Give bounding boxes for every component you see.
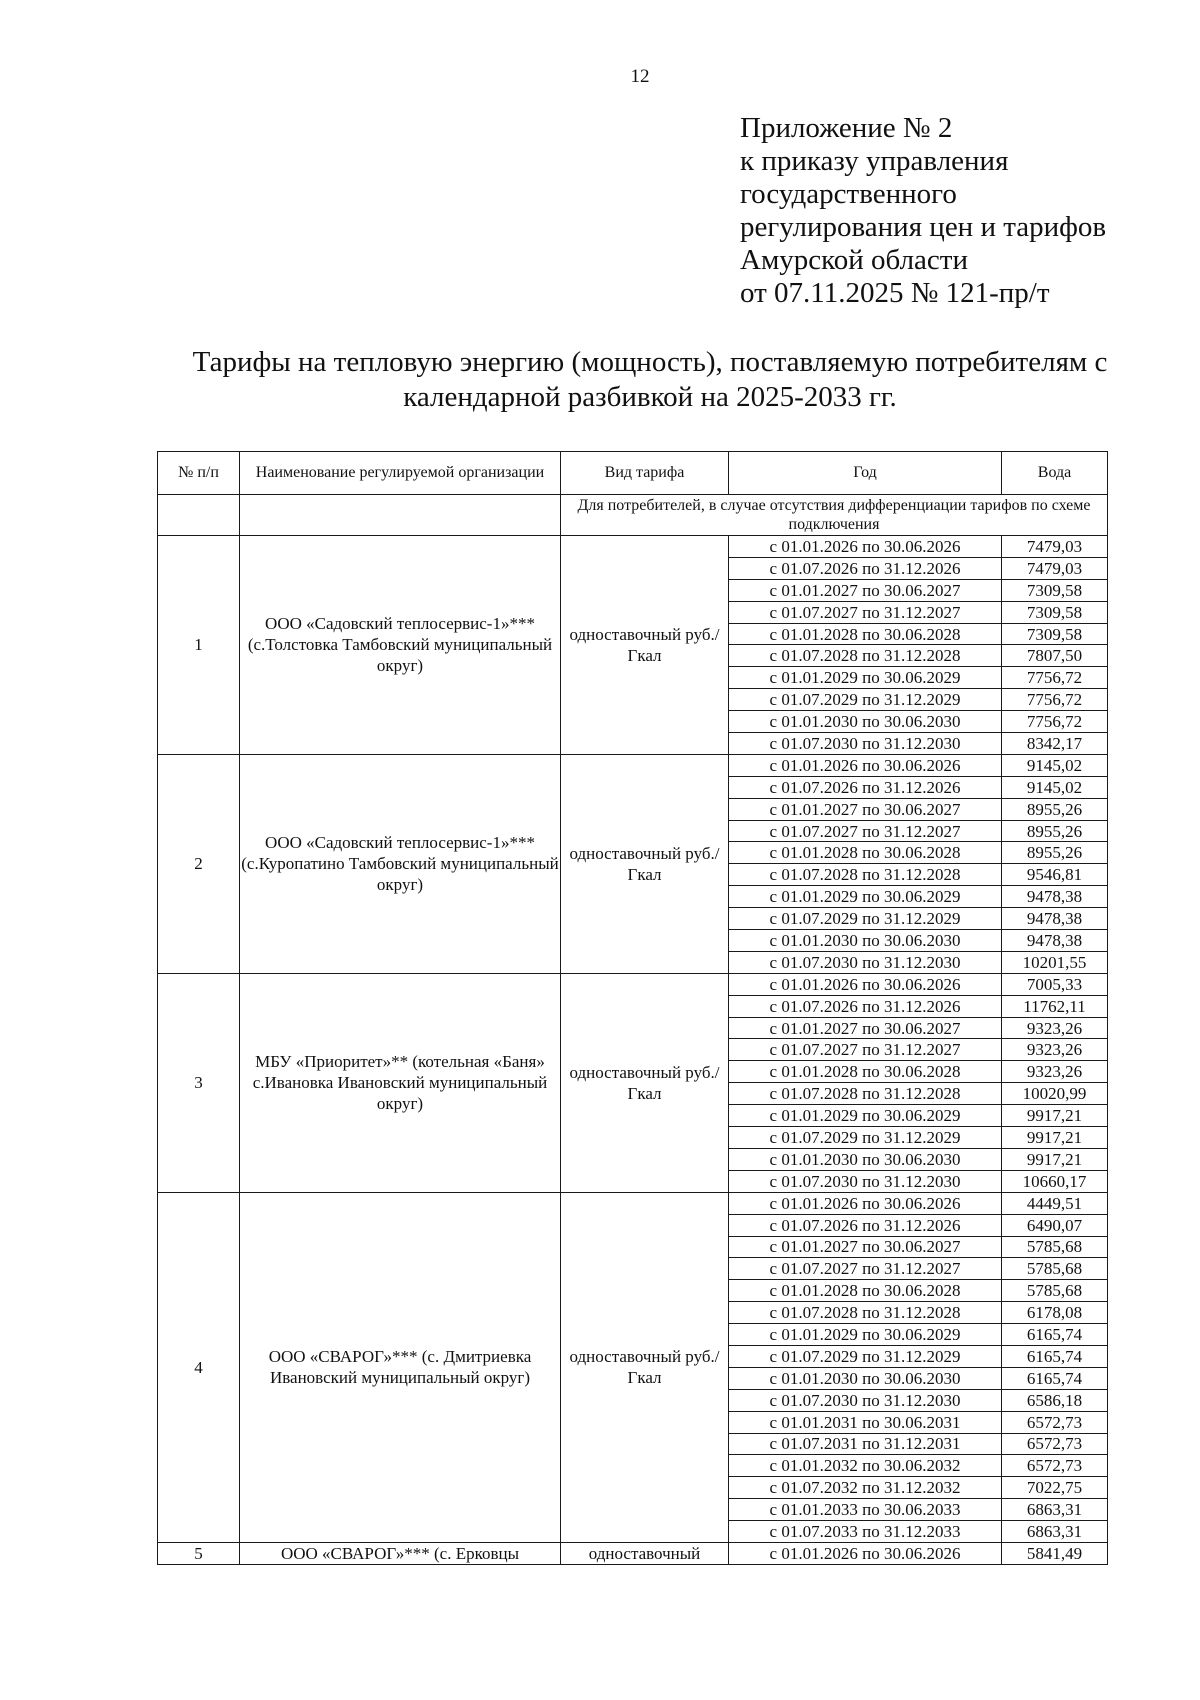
subheader-empty: [240, 495, 561, 536]
period-cell: с 01.01.2032 по 30.06.2032: [729, 1455, 1002, 1477]
row-number-cell: 3: [158, 973, 240, 1192]
water-value-cell: 6490,07: [1002, 1214, 1108, 1236]
water-value-cell: 5785,68: [1002, 1236, 1108, 1258]
water-value-cell: 6572,73: [1002, 1411, 1108, 1433]
period-cell: с 01.01.2028 по 30.06.2028: [729, 623, 1002, 645]
water-value-cell: 9323,26: [1002, 1061, 1108, 1083]
period-cell: с 01.07.2030 по 31.12.2030: [729, 951, 1002, 973]
water-value-cell: 6863,31: [1002, 1499, 1108, 1521]
period-cell: с 01.01.2026 по 30.06.2026: [729, 1542, 1002, 1564]
water-value-cell: 10660,17: [1002, 1170, 1108, 1192]
water-value-cell: 10201,55: [1002, 951, 1108, 973]
row-number-cell: 5: [158, 1542, 240, 1564]
period-cell: с 01.01.2026 по 30.06.2026: [729, 754, 1002, 776]
water-value-cell: 8955,26: [1002, 798, 1108, 820]
tariff-type-cell: одноставочный: [561, 1542, 729, 1564]
water-value-cell: 9478,38: [1002, 886, 1108, 908]
period-cell: с 01.01.2029 по 30.06.2029: [729, 1105, 1002, 1127]
period-cell: с 01.07.2030 по 31.12.2030: [729, 1389, 1002, 1411]
row-number-cell: 4: [158, 1192, 240, 1542]
title-line-2: календарной разбивкой на 2025-2033 гг.: [403, 381, 897, 413]
water-value-cell: 8955,26: [1002, 820, 1108, 842]
water-value-cell: 9917,21: [1002, 1127, 1108, 1149]
organization-cell: МБУ «Приоритет»** (котельная «Баня» с.Ивановка Ивановский муниципальный округ): [240, 973, 561, 1192]
table-row: [158, 754, 1108, 776]
appendix-line: Амурской области: [740, 244, 968, 276]
water-value-cell: 6572,73: [1002, 1455, 1108, 1477]
period-cell: с 01.07.2028 по 31.12.2028: [729, 1083, 1002, 1105]
tariff-type-cell: одноставочный руб./Гкал: [561, 536, 729, 755]
water-value-cell: 9145,02: [1002, 776, 1108, 798]
period-cell: с 01.01.2027 по 30.06.2027: [729, 579, 1002, 601]
period-cell: с 01.07.2029 по 31.12.2029: [729, 689, 1002, 711]
period-cell: с 01.01.2029 по 30.06.2029: [729, 667, 1002, 689]
period-cell: с 01.01.2026 по 30.06.2026: [729, 536, 1002, 558]
water-value-cell: 6863,31: [1002, 1521, 1108, 1543]
water-value-cell: 7756,72: [1002, 667, 1108, 689]
header-org: Наименование регулируемой организации: [240, 452, 561, 495]
appendix-line: Приложение № 2: [740, 112, 953, 144]
period-cell: с 01.01.2027 по 30.06.2027: [729, 1236, 1002, 1258]
period-cell: с 01.01.2026 по 30.06.2026: [729, 1192, 1002, 1214]
table-header-row: [158, 452, 1108, 495]
water-value-cell: 7479,03: [1002, 557, 1108, 579]
water-value-cell: 11762,11: [1002, 995, 1108, 1017]
period-cell: с 01.07.2027 по 31.12.2027: [729, 601, 1002, 623]
period-cell: с 01.07.2030 по 31.12.2030: [729, 733, 1002, 755]
period-cell: с 01.07.2027 по 31.12.2027: [729, 820, 1002, 842]
period-cell: с 01.01.2030 по 30.06.2030: [729, 711, 1002, 733]
appendix-line: регулирования цен и тарифов: [740, 211, 1107, 243]
water-value-cell: 7022,75: [1002, 1477, 1108, 1499]
header-water: Вода: [1002, 452, 1108, 495]
table-subheader-row: [158, 495, 1108, 536]
header-num: № п/п: [158, 452, 240, 495]
period-cell: с 01.07.2029 по 31.12.2029: [729, 908, 1002, 930]
water-value-cell: 9323,26: [1002, 1017, 1108, 1039]
period-cell: с 01.07.2032 по 31.12.2032: [729, 1477, 1002, 1499]
water-value-cell: 9478,38: [1002, 908, 1108, 930]
table-row: [158, 1192, 1108, 1214]
period-cell: с 01.07.2033 по 31.12.2033: [729, 1521, 1002, 1543]
row-number-cell: 1: [158, 536, 240, 755]
period-cell: с 01.01.2027 по 30.06.2027: [729, 1017, 1002, 1039]
header-tariff-type: Вид тарифа: [561, 452, 729, 495]
period-cell: с 01.01.2028 по 30.06.2028: [729, 842, 1002, 864]
period-cell: с 01.07.2026 по 31.12.2026: [729, 776, 1002, 798]
period-cell: с 01.01.2026 по 30.06.2026: [729, 973, 1002, 995]
water-value-cell: 8955,26: [1002, 842, 1108, 864]
organization-cell: ООО «СВАРОГ»*** (с. Дмитриевка Ивановский муниципальный округ): [240, 1192, 561, 1542]
water-value-cell: 7479,03: [1002, 536, 1108, 558]
water-value-cell: 9478,38: [1002, 930, 1108, 952]
period-cell: с 01.07.2027 по 31.12.2027: [729, 1258, 1002, 1280]
tariff-type-cell: одноставочный руб./Гкал: [561, 973, 729, 1192]
water-value-cell: 9145,02: [1002, 754, 1108, 776]
water-value-cell: 6165,74: [1002, 1345, 1108, 1367]
period-cell: с 01.07.2031 по 31.12.2031: [729, 1433, 1002, 1455]
water-value-cell: 5785,68: [1002, 1258, 1108, 1280]
period-cell: с 01.01.2031 по 30.06.2031: [729, 1411, 1002, 1433]
period-cell: с 01.07.2027 по 31.12.2027: [729, 1039, 1002, 1061]
water-value-cell: 7309,58: [1002, 601, 1108, 623]
water-value-cell: 9917,21: [1002, 1105, 1108, 1127]
organization-cell: ООО «Садовский теплосервис-1»*** (с.Куропатино Тамбовский муниципальный округ): [240, 754, 561, 973]
header-year: Год: [729, 452, 1002, 495]
water-value-cell: 7756,72: [1002, 711, 1108, 733]
water-value-cell: 5785,68: [1002, 1280, 1108, 1302]
tariff-type-cell: одноставочный руб./Гкал: [561, 1192, 729, 1542]
period-cell: с 01.07.2029 по 31.12.2029: [729, 1127, 1002, 1149]
table-row: [158, 536, 1108, 558]
period-cell: с 01.01.2033 по 30.06.2033: [729, 1499, 1002, 1521]
water-value-cell: 7756,72: [1002, 689, 1108, 711]
document-title: [180, 345, 1120, 415]
period-cell: с 01.01.2028 по 30.06.2028: [729, 1061, 1002, 1083]
period-cell: с 01.07.2028 по 31.12.2028: [729, 1302, 1002, 1324]
organization-cell: ООО «Садовский теплосервис-1»*** (с.Толстовка Тамбовский муниципальный округ): [240, 536, 561, 755]
water-value-cell: 9546,81: [1002, 864, 1108, 886]
period-cell: с 01.01.2027 по 30.06.2027: [729, 798, 1002, 820]
period-cell: с 01.01.2030 по 30.06.2030: [729, 930, 1002, 952]
appendix-line: государственного: [740, 178, 957, 210]
organization-cell: ООО «СВАРОГ»*** (с. Ерковцы: [240, 1542, 561, 1564]
period-cell: с 01.07.2029 по 31.12.2029: [729, 1345, 1002, 1367]
period-cell: с 01.07.2028 по 31.12.2028: [729, 645, 1002, 667]
water-value-cell: 6165,74: [1002, 1367, 1108, 1389]
period-cell: с 01.01.2029 по 30.06.2029: [729, 886, 1002, 908]
title-line-1: Тарифы на тепловую энергию (мощность), поставляемую потребителям с: [192, 346, 1108, 378]
water-value-cell: 10020,99: [1002, 1083, 1108, 1105]
tariff-table: [157, 451, 1108, 1565]
water-value-cell: 7309,58: [1002, 579, 1108, 601]
row-number-cell: 2: [158, 754, 240, 973]
water-value-cell: 6572,73: [1002, 1433, 1108, 1455]
table-row: [158, 1542, 1108, 1564]
water-value-cell: 9323,26: [1002, 1039, 1108, 1061]
subheader-empty: [158, 495, 240, 536]
tariff-type-cell: одноставочный руб./Гкал: [561, 754, 729, 973]
water-value-cell: 4449,51: [1002, 1192, 1108, 1214]
period-cell: с 01.07.2026 по 31.12.2026: [729, 1214, 1002, 1236]
water-value-cell: 6586,18: [1002, 1389, 1108, 1411]
water-value-cell: 9917,21: [1002, 1148, 1108, 1170]
water-value-cell: 5841,49: [1002, 1542, 1108, 1564]
period-cell: с 01.01.2028 по 30.06.2028: [729, 1280, 1002, 1302]
period-cell: с 01.07.2026 по 31.12.2026: [729, 557, 1002, 579]
period-cell: с 01.07.2028 по 31.12.2028: [729, 864, 1002, 886]
period-cell: с 01.01.2030 по 30.06.2030: [729, 1148, 1002, 1170]
appendix-line: к приказу управления: [740, 145, 1009, 177]
water-value-cell: 6165,74: [1002, 1324, 1108, 1346]
water-value-cell: 8342,17: [1002, 733, 1108, 755]
appendix-block: [740, 112, 1106, 310]
table-row: [158, 973, 1108, 995]
water-value-cell: 6178,08: [1002, 1302, 1108, 1324]
period-cell: с 01.01.2029 по 30.06.2029: [729, 1324, 1002, 1346]
water-value-cell: 7309,58: [1002, 623, 1108, 645]
period-cell: с 01.07.2030 по 31.12.2030: [729, 1170, 1002, 1192]
page-number: 12: [630, 66, 650, 87]
subheader-note: Для потребителей, в случае отсутствия дифференциации тарифов по схеме подключения: [561, 495, 1108, 536]
water-value-cell: 7005,33: [1002, 973, 1108, 995]
appendix-line: от 07.11.2025 № 121-пр/т: [740, 277, 1050, 309]
period-cell: с 01.01.2030 по 30.06.2030: [729, 1367, 1002, 1389]
water-value-cell: 7807,50: [1002, 645, 1108, 667]
period-cell: с 01.07.2026 по 31.12.2026: [729, 995, 1002, 1017]
